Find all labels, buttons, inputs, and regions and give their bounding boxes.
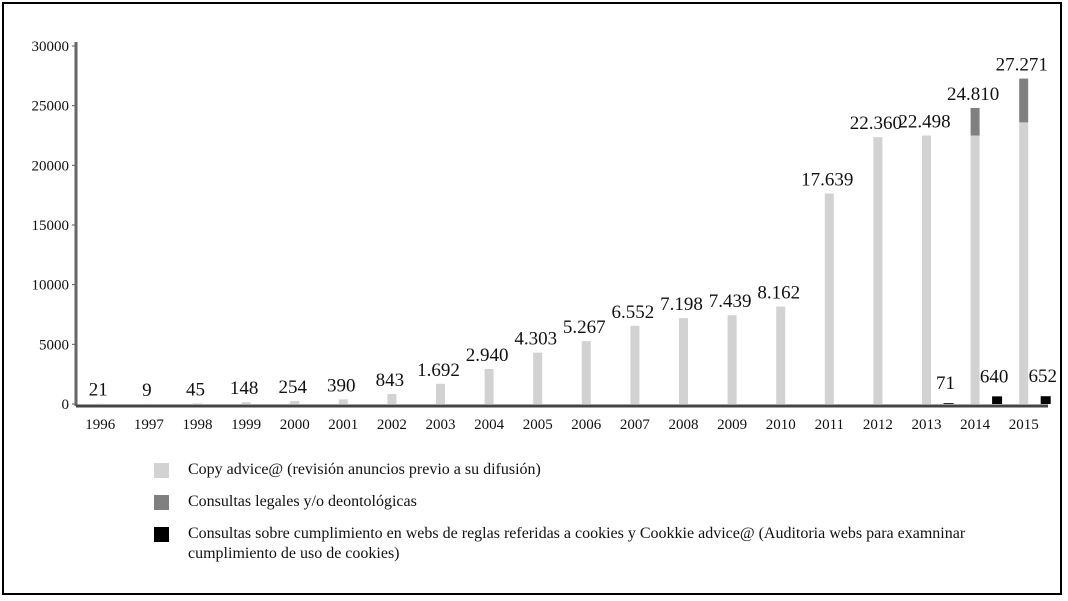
x-tick-label-2000: 2000 — [279, 417, 310, 433]
bar-consultas-legales-2014 — [971, 108, 980, 136]
bar-copy-advice-2000 — [290, 401, 299, 404]
bar-copy-advice-2008 — [679, 318, 688, 404]
bar-copy-advice-1999 — [242, 402, 251, 404]
x-tick-label-2014: 2014 — [960, 417, 991, 433]
data-label-2002: 843 — [375, 369, 405, 391]
y-tick-label: 20000 — [31, 158, 69, 175]
data-label-2014: 24.810 — [946, 83, 1000, 105]
x-tick-label-2005: 2005 — [522, 417, 553, 433]
bar-cookies-2014 — [992, 396, 1002, 404]
data-label-2001: 390 — [327, 375, 356, 397]
bar-copy-advice-2005 — [533, 353, 542, 404]
data-label-2011: 17.639 — [801, 169, 854, 191]
bar-copy-advice-2006 — [582, 341, 591, 404]
data-label-2015: 27.271 — [995, 54, 1048, 76]
legend-swatch-consultas-legales — [154, 495, 169, 510]
x-tick-label-2009: 2009 — [717, 417, 748, 433]
data-label-cookies-2014: 640 — [979, 366, 1009, 388]
y-tick-label: 30000 — [31, 39, 69, 55]
data-label-2005: 4.303 — [514, 328, 558, 350]
x-tick-label-2013: 2013 — [911, 417, 942, 433]
data-label-2004: 2.940 — [465, 344, 509, 366]
chart-frame — [2, 2, 1062, 595]
x-tick-label-2004: 2004 — [474, 417, 505, 433]
legend — [154, 460, 1034, 564]
legend-label-copy-advice: Copy advice@ (revisión anuncios previo a su difusión) — [188, 461, 541, 478]
bar-copy-advice-2004 — [485, 369, 494, 404]
legend-item-copy-advice — [154, 460, 1034, 480]
data-label-2003: 1.692 — [417, 359, 460, 381]
data-label-2008: 7.198 — [660, 294, 703, 316]
bar-copy-advice-2001 — [339, 399, 348, 404]
x-tick-label-2002: 2002 — [376, 417, 407, 433]
x-tick-label-2012: 2012 — [862, 417, 893, 433]
x-tick-label-2001: 2001 — [328, 417, 359, 433]
y-tick-label: 10000 — [31, 277, 69, 294]
data-label-cookies-2015: 652 — [1028, 366, 1057, 388]
data-label-2013: 22.498 — [898, 111, 951, 133]
x-tick-label-2015: 2015 — [1008, 417, 1039, 433]
x-tick-label-2011: 2011 — [814, 417, 845, 433]
data-label-2009: 7.439 — [708, 291, 752, 313]
data-label-1996: 21 — [88, 379, 108, 401]
x-tick-label-1999: 1999 — [231, 417, 262, 433]
x-tick-label-2007: 2007 — [619, 417, 650, 433]
y-tick-label: 15000 — [31, 218, 69, 234]
bar-copy-advice-2013 — [922, 136, 931, 404]
bar-copy-advice-2010 — [776, 307, 785, 404]
legend-item-consultas-legales — [154, 492, 1034, 512]
bar-copy-advice-1998 — [193, 403, 202, 404]
legend-swatch-cookies — [154, 527, 169, 542]
x-tick-label-2006: 2006 — [571, 417, 602, 433]
data-label-cookies-2013: 71 — [936, 373, 955, 395]
data-label-1997: 9 — [142, 379, 152, 401]
bar-copy-advice-2011 — [825, 194, 834, 404]
legend-label-cookies: Consultas sobre cumplimiento en webs de reglas referidas a cookies y Cookkie advice@ (Auditoria webs para examninar cumplimiento de uso de cookies) — [188, 525, 966, 562]
y-tick-label: 5000 — [39, 337, 69, 354]
x-tick-label-1996: 1996 — [85, 417, 116, 433]
x-tick-label-2008: 2008 — [668, 417, 699, 433]
x-tick-label-2003: 2003 — [425, 417, 456, 433]
data-label-2007: 6.552 — [611, 301, 655, 323]
data-label-2006: 5.267 — [562, 317, 606, 339]
legend-swatch-copy-advice — [154, 463, 169, 478]
bar-copy-advice-2002 — [387, 394, 396, 404]
legend-label-consultas-legales: Consultas legales y/o deontológicas — [188, 493, 417, 510]
bar-cookies-2015 — [1041, 396, 1051, 404]
y-tick-label: 25000 — [31, 98, 69, 115]
data-label-2010: 8.162 — [757, 282, 801, 304]
y-tick-label: 0 — [61, 397, 69, 413]
x-tick-label-1997: 1997 — [133, 417, 164, 433]
x-tick-label-1998: 1998 — [182, 417, 213, 433]
bar-consultas-legales-2015 — [1019, 79, 1028, 123]
bar-chart — [4, 4, 1064, 454]
bar-copy-advice-2007 — [630, 326, 639, 404]
bar-cookies-2013 — [944, 403, 954, 404]
data-label-1999: 148 — [229, 378, 259, 400]
data-label-2012: 22.360 — [849, 113, 903, 135]
legend-item-cookies — [154, 524, 1034, 564]
data-label-1998: 45 — [186, 379, 205, 401]
bar-copy-advice-2012 — [873, 137, 882, 404]
bar-copy-advice-2009 — [728, 315, 737, 404]
data-label-2000: 254 — [278, 376, 307, 398]
bar-copy-advice-2003 — [436, 384, 445, 404]
bar-copy-advice-2015 — [1019, 122, 1028, 404]
bar-copy-advice-2014 — [971, 136, 980, 405]
x-tick-label-2010: 2010 — [765, 417, 796, 433]
